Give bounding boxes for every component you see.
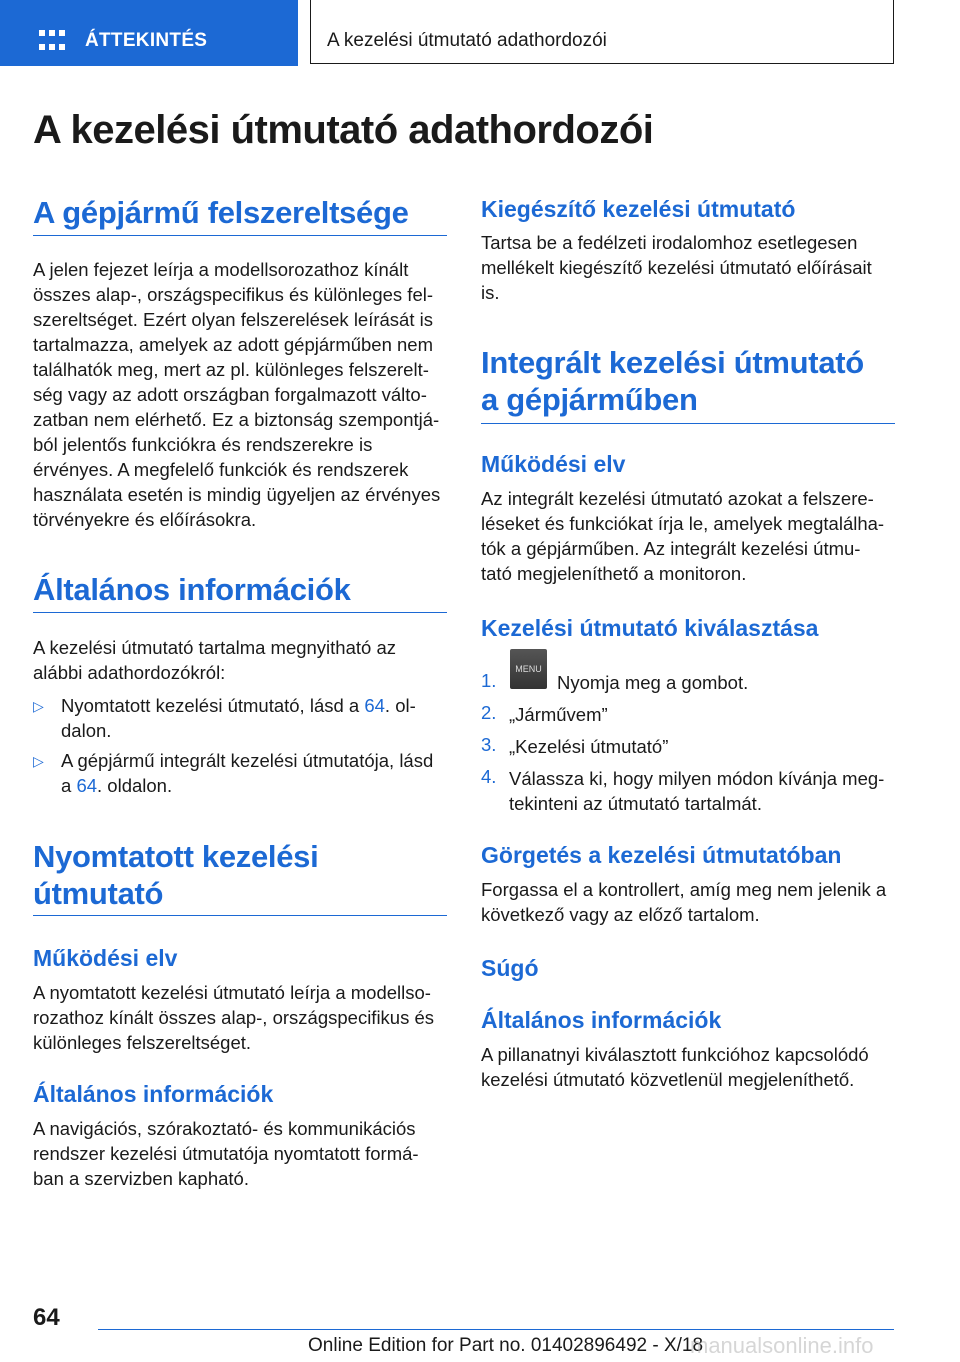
top-bar xyxy=(0,0,960,66)
section-rule xyxy=(481,423,895,424)
edition-text: Online Edition for Part no. 01402896492 - X/18 xyxy=(308,1335,704,1356)
section-rule xyxy=(33,235,447,236)
help-general-paragraph: A pillanatnyi kiválasztott funkcióhoz kapcsolódó kezelési útmutató közvetlenül megjeleníthető. xyxy=(481,1044,869,1090)
principle-paragraph: A nyomtatott kezelési útmutató leírja a modellso‐ rozathoz kínált összes alap-, országspecifikus és különleges felszereltséget. xyxy=(33,982,435,1053)
subsection-title-scrolling: Görgetés a kezelési útmutatóban xyxy=(481,842,842,868)
step-text: Nyomja meg a gombot. xyxy=(557,672,749,693)
supplementary-paragraph: Tartsa be a fedélzeti irodalomhoz esetlegesen mellékelt kiegészítő kezelési útmutató előírásait is. xyxy=(481,232,872,303)
overview-tab-label: ÁTTEKINTÉS xyxy=(85,30,208,51)
step-text: Válassza ki, hogy milyen módon kívánja meg‐ tekinteni az útmutató tartalmát. xyxy=(509,768,885,814)
subsection-title-general-info: Általános információk xyxy=(481,1007,722,1033)
step-number: 4. xyxy=(481,766,497,787)
section-title-equipment: A gépjármű felszereltsége xyxy=(33,195,409,230)
subsection-title-general-info: Általános információk xyxy=(33,1081,274,1107)
breadcrumb xyxy=(310,0,894,64)
page-link[interactable]: 64 xyxy=(364,695,385,716)
section-rule xyxy=(33,915,447,916)
breadcrumb-label: A kezelési útmutató adathordozói xyxy=(327,30,607,51)
scrolling-paragraph: Forgassa el a kontrollert, amíg meg nem jelenik a következő vagy az előző tartalom. xyxy=(481,879,887,925)
equipment-paragraph: A jelen fejezet leírja a modellsorozathoz kínált összes alap-, országspecifikus és különleges fel‐ szereltséget. Ezért olyan felszerelések leírását is tartalmazza, amelyek az adott gépjárműben nem találhatók meg, mert az pl. különleges felszerelt‐ ség vagy az adott országban forgalmazott válto‐ zatban nem elérhető. Ez a biztonság szempontjá‐ ból jelentős funkciókra és rendszerekre is érvényes. A megfelelő funkciók és rendszerek használata esetén is mindig ügyeljen az érvényes törvényekre és előírásokra. xyxy=(33,259,441,530)
subsection-title-supplementary: Kiegészítő kezelési útmutató xyxy=(481,196,796,222)
subsection-title-principle: Működési elv xyxy=(481,451,626,477)
step-number: 1. xyxy=(481,670,497,691)
bullet-item: A gépjármű integrált kezelési útmutatója, lásd a 64. oldalon. xyxy=(61,750,434,796)
general-info-paragraph: A kezelési útmutató tartalma megnyitható az alábbi adathordozókról: xyxy=(33,637,396,683)
section-title-general-info: Általános információk xyxy=(33,572,351,607)
step-text: „Kezelési útmutató” xyxy=(509,736,669,757)
triangle-bullet-icon: ▷ xyxy=(33,753,44,769)
subsection-title-select-manual: Kezelési útmutató kiválasztása xyxy=(481,615,819,641)
integrated-principle-paragraph: Az integrált kezelési útmutató azokat a felszere‐ léseket és funkciókat írja le, amelyek megtalálha‐ tók a gépjárműben. Az integrált kezelési útmu‐ tató megjeleníthető a monitoron. xyxy=(481,488,885,584)
menu-button-icon: MENU xyxy=(510,649,547,689)
subsection-title-help: Súgó xyxy=(481,955,539,981)
step-number: 2. xyxy=(481,702,497,723)
step-text: „Járművem” xyxy=(509,704,608,725)
page-title: A kezelési útmutató adathordozói xyxy=(33,108,654,152)
overview-tab[interactable] xyxy=(0,0,298,66)
section-title-printed-manual: Nyomtatott kezelési útmutató xyxy=(33,839,319,911)
bullet-item: Nyomtatott kezelési útmutató, lásd a 64. ol‐ dalon. xyxy=(61,695,416,741)
watermark: manualsonline.info xyxy=(690,1333,874,1358)
section-title-integrated-manual: Integrált kezelési útmutató a gépjárműben xyxy=(481,345,864,417)
section-rule xyxy=(33,612,447,613)
grid-icon xyxy=(39,30,67,52)
footer-rule xyxy=(98,1329,894,1330)
page-number: 64 xyxy=(33,1304,60,1331)
step-number: 3. xyxy=(481,734,497,755)
page-link[interactable]: 64 xyxy=(76,775,98,796)
printed-general-paragraph: A navigációs, szórakoztató- és kommunikációs rendszer kezelési útmutatója nyomtatott formá‐ ban a szervizben kapható. xyxy=(33,1118,419,1189)
subsection-title-principle: Működési elv xyxy=(33,945,178,971)
triangle-bullet-icon: ▷ xyxy=(33,698,44,714)
